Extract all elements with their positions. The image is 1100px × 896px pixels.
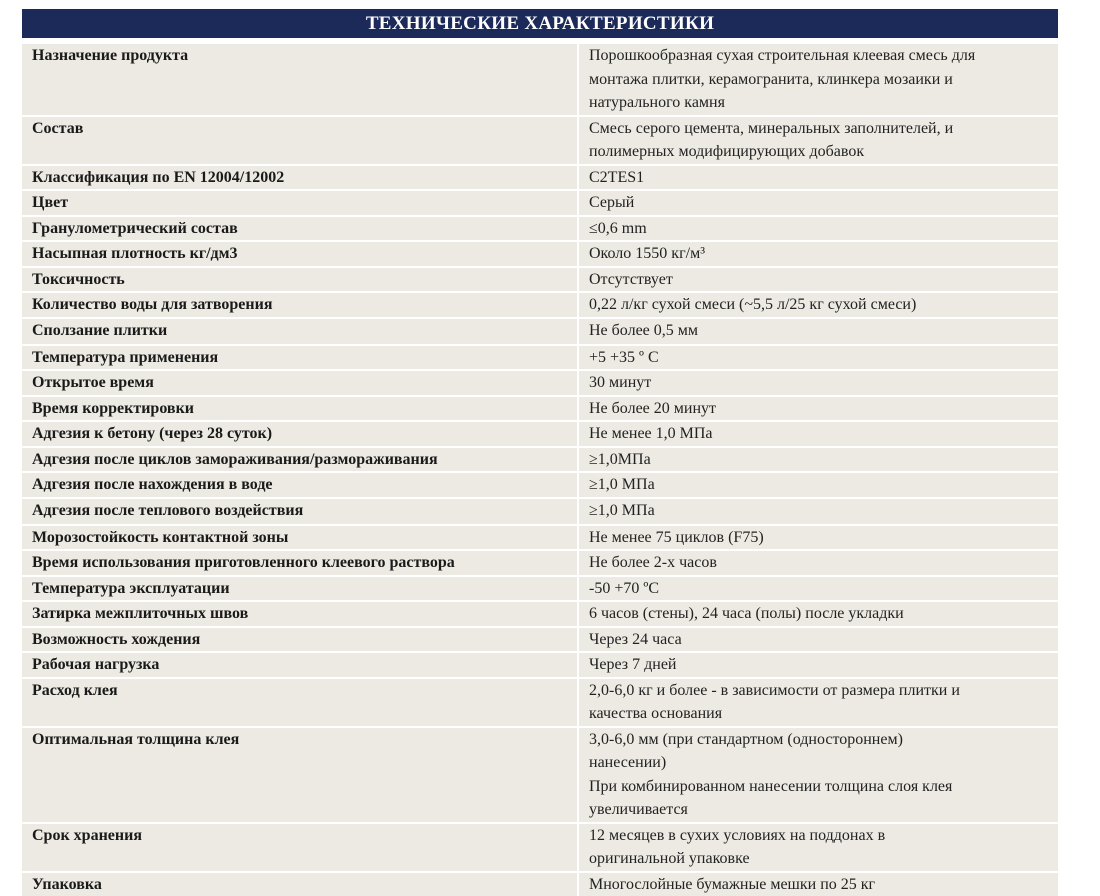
param-value — [578, 550, 1058, 576]
table-row — [22, 421, 1058, 447]
param-name: Назначение продукта — [22, 43, 578, 116]
table-row — [22, 472, 1058, 498]
param-value — [578, 421, 1058, 447]
param-name: Количество воды для затворения — [22, 292, 578, 318]
param-value — [578, 318, 1058, 345]
param-name: Рабочая нагрузка — [22, 652, 578, 678]
param-value — [578, 396, 1058, 422]
param-value — [578, 823, 1058, 872]
param-value-line: Через 24 часа — [589, 628, 1050, 652]
param-name: Классификация по EN 12004/12002 — [22, 165, 578, 191]
table-row — [22, 396, 1058, 422]
param-value-line: качества основания — [589, 702, 1050, 726]
spec-title: ТЕХНИЧЕСКИЕ ХАРАКТЕРИСТИКИ — [22, 9, 1058, 38]
param-name: Температура применения — [22, 345, 578, 371]
param-value — [578, 43, 1058, 116]
table-row — [22, 601, 1058, 627]
param-value — [578, 627, 1058, 653]
table-row — [22, 165, 1058, 191]
spec-table — [22, 42, 1058, 896]
table-row — [22, 498, 1058, 525]
param-name: Возможность хождения — [22, 627, 578, 653]
param-value — [578, 576, 1058, 602]
table-row — [22, 216, 1058, 242]
param-name: Адгезия после теплового воздействия — [22, 498, 578, 525]
param-value-line: Не менее 75 циклов (F75) — [589, 526, 1050, 550]
param-value-line: Многослойные бумажные мешки по 25 кг — [589, 873, 1050, 896]
param-value — [578, 872, 1058, 896]
param-name: Гранулометрический состав — [22, 216, 578, 242]
param-value — [578, 727, 1058, 823]
param-name: Насыпная плотность кг/дм3 — [22, 241, 578, 267]
param-value-line: Не более 20 минут — [589, 397, 1050, 421]
param-name: Расход клея — [22, 678, 578, 727]
table-row — [22, 550, 1058, 576]
param-value — [578, 370, 1058, 396]
param-name: Токсичность — [22, 267, 578, 293]
param-value-line: 2,0-6,0 кг и более - в зависимости от размера плитки и — [589, 679, 1050, 703]
param-value-line: Не более 0,5 мм — [589, 319, 1050, 343]
table-row — [22, 318, 1058, 345]
param-value-line: полимерных модифицирующих добавок — [589, 140, 1050, 164]
table-row — [22, 241, 1058, 267]
param-value — [578, 216, 1058, 242]
param-name: Время корректировки — [22, 396, 578, 422]
param-value — [578, 116, 1058, 165]
param-name: Время использования приготовленного клеевого раствора — [22, 550, 578, 576]
table-row — [22, 823, 1058, 872]
param-name: Упаковка — [22, 872, 578, 896]
param-value-line: Около 1550 кг/м³ — [589, 242, 1050, 266]
param-value-line: Серый — [589, 191, 1050, 215]
param-value-line: +5 +35 º С — [589, 346, 1050, 370]
table-row — [22, 652, 1058, 678]
param-value-line: -50 +70 ºС — [589, 577, 1050, 601]
param-value-line: оригинальной упаковке — [589, 847, 1050, 871]
param-value — [578, 601, 1058, 627]
param-value-line: Не более 2-х часов — [589, 551, 1050, 575]
param-name: Затирка межплиточных швов — [22, 601, 578, 627]
param-value — [578, 292, 1058, 318]
table-row — [22, 627, 1058, 653]
spec-table-body — [22, 43, 1058, 896]
table-row — [22, 678, 1058, 727]
param-value-line: 30 минут — [589, 371, 1050, 395]
param-value-line: Порошкообразная сухая строительная клеевая смесь для — [589, 44, 1050, 68]
param-value — [578, 267, 1058, 293]
table-row — [22, 525, 1058, 551]
param-value — [578, 472, 1058, 498]
param-value-line: ≥1,0МПа — [589, 448, 1050, 472]
param-value-line: 12 месяцев в сухих условиях на поддонах в — [589, 824, 1050, 848]
param-value-line: 6 часов (стены), 24 часа (полы) после укладки — [589, 602, 1050, 626]
spec-sheet — [22, 9, 1058, 896]
param-value-line: нанесении) — [589, 751, 1050, 775]
param-value-line: Отсутствует — [589, 268, 1050, 292]
param-value — [578, 345, 1058, 371]
param-value — [578, 165, 1058, 191]
param-name: Температура эксплуатации — [22, 576, 578, 602]
table-row — [22, 345, 1058, 371]
param-value-line: монтажа плитки, керамогранита, клинкера мозаики и — [589, 68, 1050, 92]
param-name: Срок хранения — [22, 823, 578, 872]
param-name: Адгезия после циклов замораживания/размораживания — [22, 447, 578, 473]
param-name: Сползание плитки — [22, 318, 578, 345]
param-value-line: 0,22 л/кг сухой смеси (~5,5 л/25 кг сухой смеси) — [589, 293, 1050, 317]
param-value-line: ≥1,0 МПа — [589, 473, 1050, 497]
param-value-line: ≥1,0 МПа — [589, 499, 1050, 523]
param-value — [578, 190, 1058, 216]
table-row — [22, 190, 1058, 216]
table-row — [22, 447, 1058, 473]
param-name: Состав — [22, 116, 578, 165]
table-row — [22, 116, 1058, 165]
table-row — [22, 267, 1058, 293]
param-value — [578, 525, 1058, 551]
param-value — [578, 652, 1058, 678]
table-row — [22, 43, 1058, 116]
param-name: Адгезия после нахождения в воде — [22, 472, 578, 498]
param-value-line: увеличивается — [589, 798, 1050, 822]
param-value-line: C2TES1 — [589, 166, 1050, 190]
table-row — [22, 370, 1058, 396]
param-value — [578, 498, 1058, 525]
param-value-line: Не менее 1,0 МПа — [589, 422, 1050, 446]
table-row — [22, 292, 1058, 318]
param-value-line: Смесь серого цемента, минеральных заполнителей, и — [589, 117, 1050, 141]
param-name: Открытое время — [22, 370, 578, 396]
param-value — [578, 678, 1058, 727]
param-name: Адгезия к бетону (через 28 суток) — [22, 421, 578, 447]
param-name: Цвет — [22, 190, 578, 216]
param-value-line: 3,0-6,0 мм (при стандартном (одностороннем) — [589, 728, 1050, 752]
param-value-line: При комбинированном нанесении толщина слоя клея — [589, 775, 1050, 799]
table-row — [22, 576, 1058, 602]
param-name: Морозостойкость контактной зоны — [22, 525, 578, 551]
table-row — [22, 727, 1058, 823]
table-row — [22, 872, 1058, 896]
param-value — [578, 447, 1058, 473]
param-name: Оптимальная толщина клея — [22, 727, 578, 823]
param-value — [578, 241, 1058, 267]
param-value-line: натурального камня — [589, 91, 1050, 115]
param-value-line: Через 7 дней — [589, 653, 1050, 677]
param-value-line: ≤0,6 mm — [589, 217, 1050, 241]
